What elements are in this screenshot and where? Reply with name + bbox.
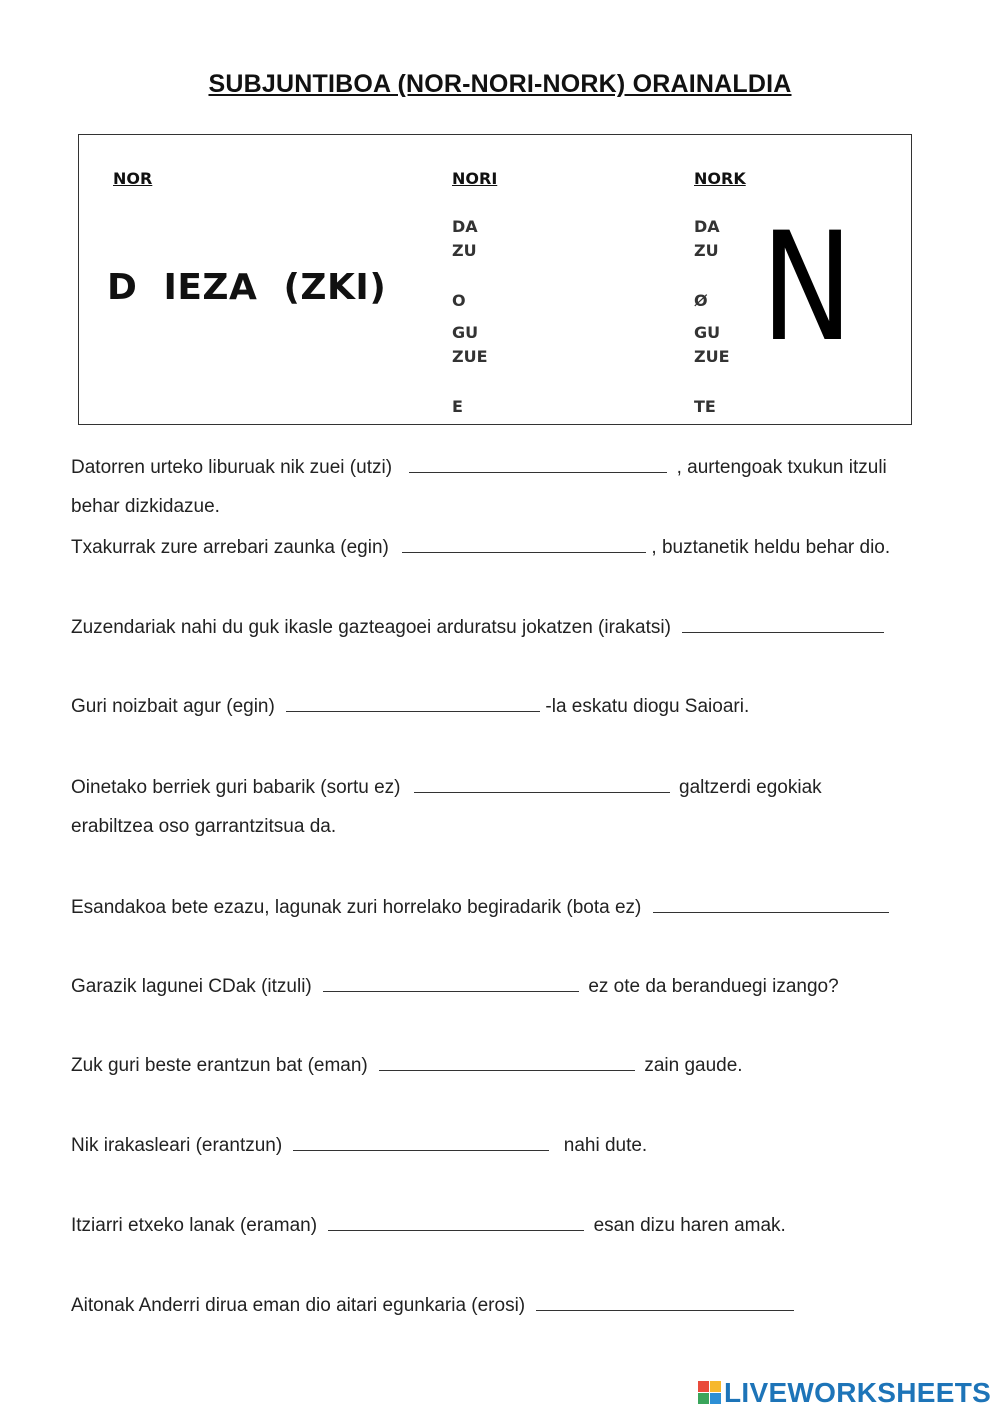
header-nork: NORK (694, 169, 746, 188)
exercise-4 (71, 695, 749, 718)
nork-value: DA (694, 217, 720, 236)
exercise-8 (71, 1054, 743, 1077)
nork-value: ZU (694, 241, 719, 260)
answer-blank-2[interactable] (402, 536, 646, 553)
sentence-text: Datorren urteko liburuak nik zuei (utzi) (71, 457, 393, 478)
nori-value: O (452, 291, 466, 310)
liveworksheets-logo-icon (698, 1381, 722, 1405)
answer-blank-11[interactable] (536, 1294, 794, 1311)
sentence-text: nahi dute. (563, 1135, 648, 1156)
exercise-5-continued (71, 816, 336, 838)
sentence-text: -la eskatu diogu Saioari. (545, 696, 750, 717)
sentence-text: Guri noizbait agur (egin) (71, 696, 275, 717)
exercise-7 (71, 975, 839, 998)
sentence-text: Zuk guri beste erantzun bat (eman) (71, 1055, 368, 1076)
exercise-9 (71, 1134, 647, 1157)
exercise-6 (71, 896, 889, 919)
exercise-11 (71, 1294, 794, 1317)
exercise-3 (71, 616, 884, 639)
exercise-5 (71, 776, 822, 799)
nork-value: Ø (694, 291, 708, 310)
sentence-text: Itziarri etxeko lanak (eraman) (71, 1215, 318, 1236)
verb-formula: D IEZA (ZKI) (107, 267, 387, 308)
nori-value: DA (452, 217, 478, 236)
answer-blank-4[interactable] (286, 695, 540, 712)
answer-blank-3[interactable] (682, 616, 884, 633)
sentence-text: Esandakoa bete ezazu, lagunak zuri horrelako begiradarik (bota ez) (71, 897, 642, 918)
sentence-text: Txakurrak zure arrebari zaunka (egin) (71, 537, 389, 558)
nori-value: ZU (452, 241, 477, 260)
answer-blank-6[interactable] (653, 896, 889, 913)
answer-blank-9[interactable] (293, 1134, 549, 1151)
nori-value: E (452, 397, 463, 416)
sentence-text: esan dizu haren amak. (593, 1215, 786, 1236)
sentence-text: ez ote da beranduegi izango? (588, 976, 839, 997)
answer-blank-7[interactable] (323, 975, 579, 992)
header-nor: NOR (113, 169, 153, 188)
nori-value: ZUE (452, 347, 488, 366)
header-nori: NORI (452, 169, 498, 188)
sentence-text: erabiltzea oso garrantzitsua da. (71, 816, 337, 837)
exercise-10 (71, 1214, 786, 1237)
liveworksheets-logo[interactable] (698, 1378, 991, 1408)
page-title: SUBJUNTIBOA (NOR-NORI-NORK) ORAINALDIA (208, 70, 792, 98)
nori-value: GU (452, 323, 479, 342)
sentence-text: , aurtengoak txukun itzuli (676, 457, 887, 478)
answer-blank-10[interactable] (328, 1214, 584, 1231)
answer-blank-5[interactable] (414, 776, 670, 793)
sentence-text: Oinetako berriek guri babarik (sortu ez) (71, 777, 401, 798)
nork-value: ZUE (694, 347, 730, 366)
sentence-text: behar dizkidazue. (71, 496, 220, 517)
suffix-n: N (761, 201, 854, 375)
exercise-1 (71, 456, 887, 479)
sentence-text: zain gaude. (644, 1055, 743, 1076)
sentence-text: Aitonak Anderri dirua eman dio aitari egunkaria (erosi) (71, 1295, 526, 1316)
answer-blank-1[interactable] (409, 456, 667, 473)
answer-blank-8[interactable] (379, 1054, 635, 1071)
sentence-text: , buztanetik heldu behar dio. (651, 537, 891, 558)
sentence-text: Nik irakasleari (erantzun) (71, 1135, 283, 1156)
sentence-text: Garazik lagunei CDak (itzuli) (71, 976, 312, 997)
sentence-text: galtzerdi egokiak (679, 777, 822, 798)
nork-value: GU (694, 323, 721, 342)
nork-value: TE (694, 397, 716, 416)
exercise-2 (71, 536, 890, 559)
brand-name: LIVEWORKSHEETS (724, 1377, 992, 1408)
sentence-text: Zuzendariak nahi du guk ikasle gazteagoei arduratsu jokatzen (irakatsi) (71, 617, 671, 638)
exercise-1-continued (71, 496, 220, 518)
conjugation-table (78, 134, 912, 425)
